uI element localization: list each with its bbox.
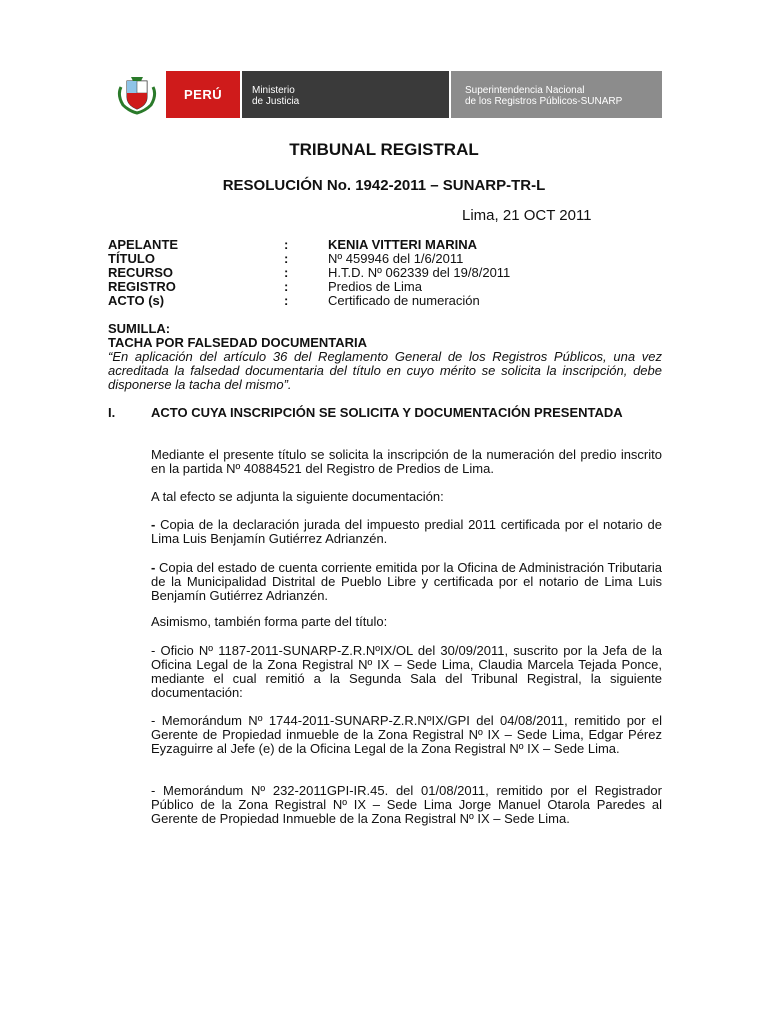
field-colon: : <box>284 237 289 252</box>
list-dash: - <box>151 560 156 575</box>
field-row <box>108 252 510 266</box>
field-row <box>108 294 510 308</box>
field-value: KENIA VITTERI MARINA <box>328 237 478 252</box>
peru-label: PERÚ <box>166 71 240 118</box>
list-item <box>151 518 662 546</box>
list-dash: - <box>151 517 156 532</box>
paragraph: - Memorándum Nº 232-2011GPI-IR.45. del 01/08/2011, remitido por el Registrador Público de la Zona Registral Nº IX – Sede Lima Jorge Manuel Otarola Paredes al Gerente de Propiedad Inmueble de la Zona Registral Nº IX – Sede Lima. <box>151 783 662 826</box>
field-label: REGISTRO <box>108 279 176 294</box>
list-item-text: Copia de la declaración jurada del impuesto predial 2011 certificada por el notario de Lima Luis Benjamín Gutiérrez Adrianzén. <box>151 517 662 546</box>
field-colon: : <box>284 265 289 280</box>
field-row <box>108 266 510 280</box>
section-number: I. <box>108 405 116 420</box>
section-heading <box>108 406 662 420</box>
document-date: Lima, 21 OCT 2011 <box>462 207 592 224</box>
field-value: Certificado de numeración <box>328 293 480 308</box>
field-row <box>108 280 510 294</box>
field-colon: : <box>284 279 289 294</box>
case-fields <box>108 238 510 308</box>
field-value: H.T.D. Nº 062339 del 19/8/2011 <box>328 265 511 280</box>
sumilla-quote: “En aplicación del artículo 36 del Reglamento General de los Registros Públicos, una vez acreditada la falsedad documentaria del título en cuyo mérito se solicita la inscripción, debe disponerse la tacha del mismo”. <box>108 349 662 392</box>
paragraph: A tal efecto se adjunta la siguiente documentación: <box>151 489 444 504</box>
sunarp-label: Superintendencia Nacional de los Registros Públicos-SUNARP <box>449 71 662 118</box>
field-label: APELANTE <box>108 237 179 252</box>
ministry-label: Ministerio de Justicia <box>240 71 449 118</box>
field-label: ACTO (s) <box>108 293 165 308</box>
sumilla-heading: SUMILLA: <box>108 321 171 336</box>
field-value: Nº 459946 del 1/6/2011 <box>328 251 464 266</box>
sumilla-block <box>108 322 662 392</box>
field-colon: : <box>284 293 289 308</box>
field-colon: : <box>284 251 289 266</box>
resolution-number: RESOLUCIÓN No. 1942-2011 – SUNARP-TR-L <box>222 177 546 194</box>
field-label: RECURSO <box>108 265 174 280</box>
field-label: TÍTULO <box>108 251 155 266</box>
letterhead <box>108 71 662 118</box>
sumilla-subheading: TACHA POR FALSEDAD DOCUMENTARIA <box>108 335 368 350</box>
list-item-text: Copia del estado de cuenta corriente emitida por la Oficina de Administración Tributaria de la Municipalidad Distrital de Pueblo Libre y certificada por el notario de Lima Luis Benjamín Gutiérrez Adrianzén. <box>151 560 662 603</box>
paragraph: - Memorándum Nº 1744-2011-SUNARP-Z.R.NºIX/GPI del 04/08/2011, remitido por el Gerente de Propiedad inmueble de la Zona Registral Nº IX – Sede Lima, Edgar Pérez Eyzaguirre al Jefe (e) de la Oficina Legal de la Zona Registral Nº IX – Sede Lima. <box>151 713 662 756</box>
field-row <box>108 238 510 252</box>
list-item <box>151 561 662 603</box>
paragraph: - Oficio Nº 1187-2011-SUNARP-Z.R.NºIX/OL del 30/09/2011, suscrito por la Jefa de la Oficina Legal de la Zona Registral Nº IX – Sede Lima, Claudia Marcela Tejada Ponce, mediante el cual remitió a la Segunda Sala del Tribunal Registral, la siguiente documentación: <box>151 643 662 700</box>
paragraph: Mediante el presente título se solicita la inscripción de la numeración del predio inscrito en la partida Nº 40884521 del Registro de Predios de Lima. <box>151 447 662 476</box>
document-title: TRIBUNAL REGISTRAL <box>289 140 479 159</box>
paragraph: Asimismo, también forma parte del título: <box>151 614 388 629</box>
coat-of-arms-logo <box>108 71 166 118</box>
field-value: Predios de Lima <box>328 279 422 294</box>
section-title: ACTO CUYA INSCRIPCIÓN SE SOLICITA Y DOCUMENTACIÓN PRESENTADA <box>151 405 623 420</box>
